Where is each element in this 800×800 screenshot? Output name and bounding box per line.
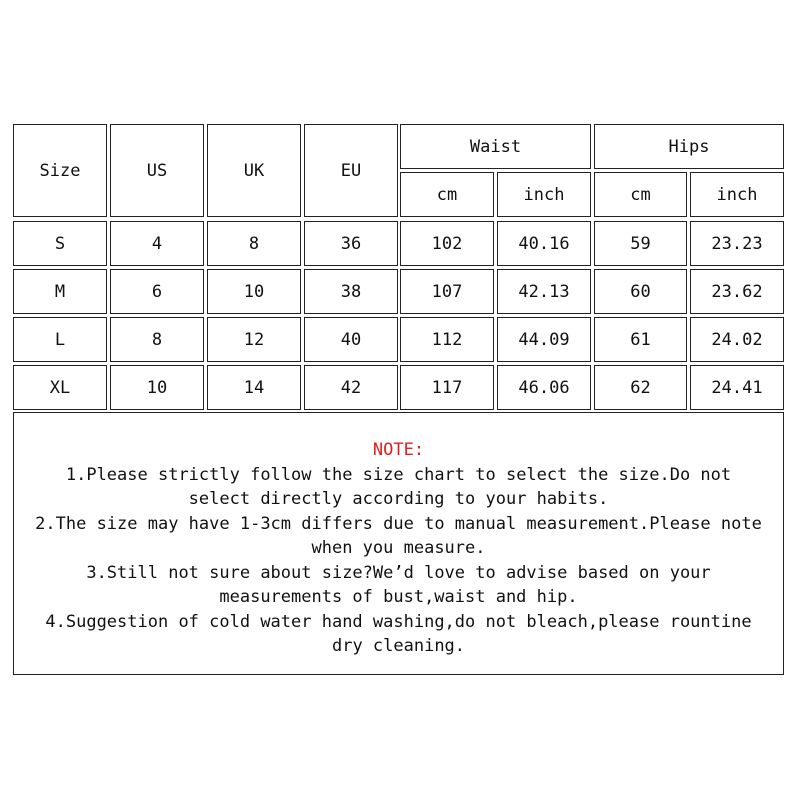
- header-hips-label: Hips: [668, 136, 710, 157]
- header-uk-label: UK: [243, 160, 265, 181]
- header-waist-cm-label: cm: [436, 184, 458, 205]
- header-waist-cm: [400, 172, 494, 217]
- cell-value: 62: [630, 377, 651, 398]
- header-waist: [400, 124, 591, 169]
- cell-value: 4: [151, 233, 163, 254]
- cell-value: 12: [243, 329, 265, 350]
- cell-us: [110, 317, 204, 362]
- header-hips-cm: [594, 172, 687, 217]
- cell-hips-cm: [594, 269, 687, 314]
- cell-waist-inch: [497, 317, 591, 362]
- cell-eu: [304, 269, 398, 314]
- header-hips: [594, 124, 784, 169]
- cell-value: XL: [49, 377, 71, 398]
- cell-hips-cm: [594, 365, 687, 410]
- cell-value: 40: [340, 329, 362, 350]
- header-us: [110, 124, 204, 217]
- cell-waist-inch: [497, 221, 591, 266]
- cell-value: 8: [151, 329, 163, 350]
- cell-value: 44.09: [518, 329, 570, 350]
- cell-value: 40.16: [518, 233, 570, 254]
- cell-value: 61: [630, 329, 651, 350]
- cell-value: 59: [630, 233, 651, 254]
- cell-value: 23.23: [711, 233, 763, 254]
- note-line: dry cleaning.: [331, 636, 466, 656]
- cell-hips-inch: [690, 269, 784, 314]
- cell-value: L: [54, 329, 66, 350]
- cell-value: 8: [248, 233, 260, 254]
- cell-value: 117: [431, 377, 463, 398]
- cell-value: 6: [151, 281, 163, 302]
- cell-waist-cm: [400, 317, 494, 362]
- cell-waist-cm: [400, 269, 494, 314]
- cell-value: S: [54, 233, 66, 254]
- cell-value: 10: [146, 377, 168, 398]
- header-eu: [304, 124, 398, 217]
- cell-eu: [304, 317, 398, 362]
- note-line: 1.Please strictly follow the size chart to select the size.Do not: [65, 464, 732, 485]
- header-eu-label: EU: [340, 160, 362, 181]
- cell-value: 46.06: [518, 377, 570, 398]
- cell-value: 112: [431, 329, 463, 350]
- cell-value: 60: [630, 281, 651, 302]
- cell-uk: [207, 317, 301, 362]
- cell-value: 10: [243, 281, 265, 302]
- cell-value: 102: [431, 233, 463, 254]
- cell-value: 24.02: [711, 329, 763, 350]
- cell-size: [13, 269, 107, 314]
- cell-value: 23.62: [711, 281, 763, 302]
- cell-us: [110, 269, 204, 314]
- header-waist-label: Waist: [469, 136, 522, 157]
- cell-value: 14: [243, 377, 265, 398]
- cell-uk: [207, 365, 301, 410]
- note-line: measurements of bust,waist and hip.: [219, 587, 578, 607]
- cell-hips-cm: [594, 221, 687, 266]
- header-waist-inch: [497, 172, 591, 217]
- cell-value: 38: [340, 281, 362, 302]
- cell-waist-inch: [497, 269, 591, 314]
- header-hips-cm-label: cm: [630, 184, 651, 205]
- cell-size: [13, 317, 107, 362]
- cell-value: M: [54, 281, 66, 302]
- cell-hips-inch: [690, 365, 784, 410]
- note-box: [13, 412, 784, 675]
- cell-value: 107: [431, 281, 463, 302]
- note-line: 3.Still not sure about size?We’d love to advise based on your: [86, 562, 711, 583]
- cell-waist-cm: [400, 365, 494, 410]
- cell-value: 24.41: [711, 377, 763, 398]
- note-line: select directly according to your habits.: [188, 489, 609, 509]
- header-size-label: Size: [39, 160, 81, 181]
- cell-size: [13, 221, 107, 266]
- cell-value: 36: [340, 233, 362, 254]
- cell-value: 42.13: [518, 281, 570, 302]
- cell-hips-inch: [690, 221, 784, 266]
- header-hips-inch-label: inch: [716, 184, 758, 205]
- header-size: [13, 124, 107, 217]
- cell-waist-inch: [497, 365, 591, 410]
- header-waist-inch-label: inch: [523, 184, 565, 205]
- note-line: 4.Suggestion of cold water hand washing,do not bleach,please rountine: [45, 611, 752, 632]
- note-line: 2.The size may have 1-3cm differs due to manual measurement.Please note: [35, 513, 762, 534]
- cell-uk: [207, 221, 301, 266]
- cell-eu: [304, 365, 398, 410]
- cell-eu: [304, 221, 398, 266]
- cell-size: [13, 365, 107, 410]
- header-hips-inch: [690, 172, 784, 217]
- cell-value: 42: [340, 377, 362, 398]
- header-us-label: US: [146, 160, 168, 181]
- cell-waist-cm: [400, 221, 494, 266]
- note-line: when you measure.: [311, 538, 486, 558]
- cell-us: [110, 221, 204, 266]
- cell-uk: [207, 269, 301, 314]
- cell-hips-cm: [594, 317, 687, 362]
- header-uk: [207, 124, 301, 217]
- note-title: NOTE:: [372, 440, 425, 460]
- cell-us: [110, 365, 204, 410]
- cell-hips-inch: [690, 317, 784, 362]
